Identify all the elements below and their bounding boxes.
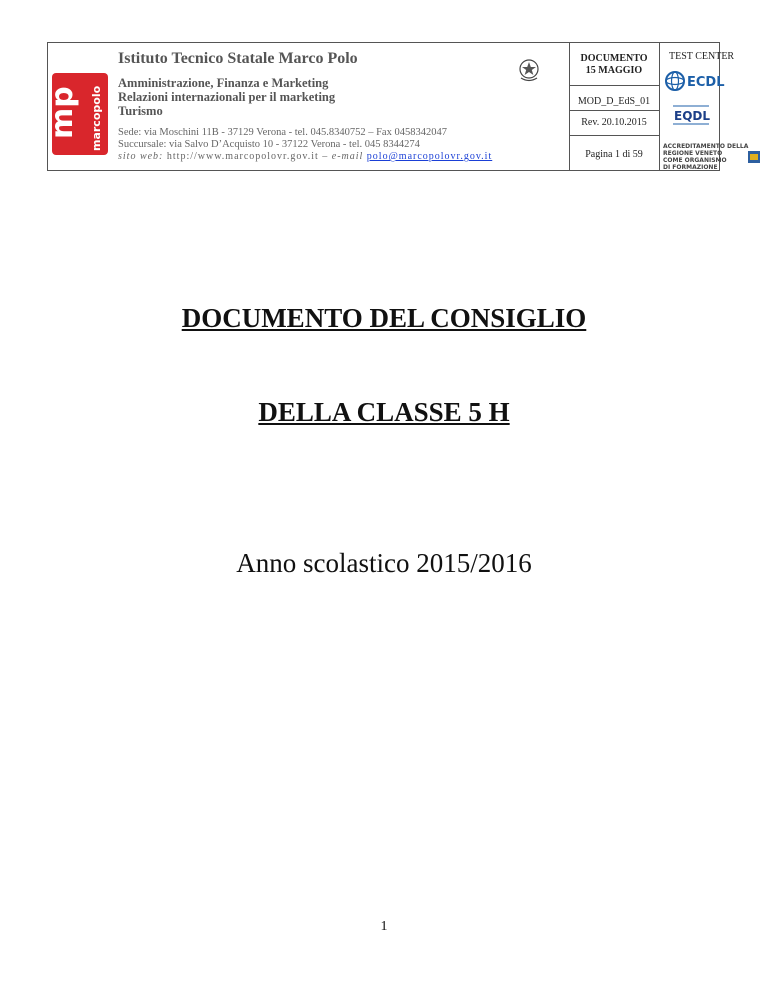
document-title: DOCUMENTO DEL CONSIGLIO [181, 303, 587, 333]
institute-column [110, 43, 570, 170]
address-sede: Sede: via Moschini 11B - 37129 Verona - tel. 045.8340752 – Fax 0458342047 [118, 127, 447, 138]
institute-name: Istituto Tecnico Statale Marco Polo [118, 50, 358, 67]
ecdl-logo [661, 69, 725, 93]
divider [569, 110, 659, 111]
class-title: DELLA CLASSE 5 H [258, 397, 510, 427]
ecdl-text: ECDL [687, 75, 725, 90]
italian-republic-emblem-icon [518, 57, 540, 83]
contacts-separator: – [318, 151, 332, 162]
eqdl-logo [671, 103, 711, 127]
accreditation-line: DI FORMAZIONE [663, 164, 718, 171]
svg-text:mp: mp [45, 86, 80, 139]
document-header [45, 42, 749, 171]
email-link[interactable]: polo@marcopolovr.gov.it [366, 151, 493, 162]
revision: Rev. 20.10.2015 [581, 117, 647, 128]
module-code: MOD_D_EdS_01 [577, 96, 651, 107]
web-label: sito web: [118, 151, 164, 162]
email-label: e-mail [331, 151, 364, 162]
course-rim: Relazioni internazionali per il marketing [118, 90, 336, 104]
contacts-line [118, 151, 492, 163]
accreditation-line: ACCREDITAMENTO DELLA [663, 143, 749, 150]
page-info: Pagina 1 di 59 [585, 149, 643, 160]
course-turismo: Turismo [118, 104, 163, 118]
regione-veneto-icon [748, 151, 760, 163]
marcopolo-logo [45, 73, 108, 155]
accreditation-text [663, 143, 748, 171]
school-year: Anno scolastico 2015/2016 [236, 548, 532, 578]
eqdl-text: EQDL [674, 109, 711, 123]
document-info-column [569, 43, 660, 170]
document-label: DOCUMENTO 15 MAGGIO [580, 53, 648, 76]
institute-courses [118, 76, 335, 118]
test-center-label: TEST CENTER [669, 51, 735, 62]
page-number: 1 [380, 919, 388, 934]
institute-address [118, 127, 492, 163]
web-url[interactable]: http://www.marcopolovr.gov.it [166, 151, 319, 162]
address-succursale: Succursale: via Salvo D’Acquisto 10 - 37122 Verona - tel. 045 8344274 [118, 139, 420, 150]
divider [569, 85, 659, 86]
logo-column [45, 43, 111, 170]
divider [569, 135, 659, 136]
svg-text:marcopolo: marcopolo [90, 85, 103, 151]
course-afm: Amministrazione, Finanza e Marketing [118, 76, 329, 90]
test-center-column [659, 43, 749, 171]
accreditation-line: COME ORGANISMO [663, 157, 727, 164]
accreditation-line: REGIONE VENETO [663, 150, 723, 157]
